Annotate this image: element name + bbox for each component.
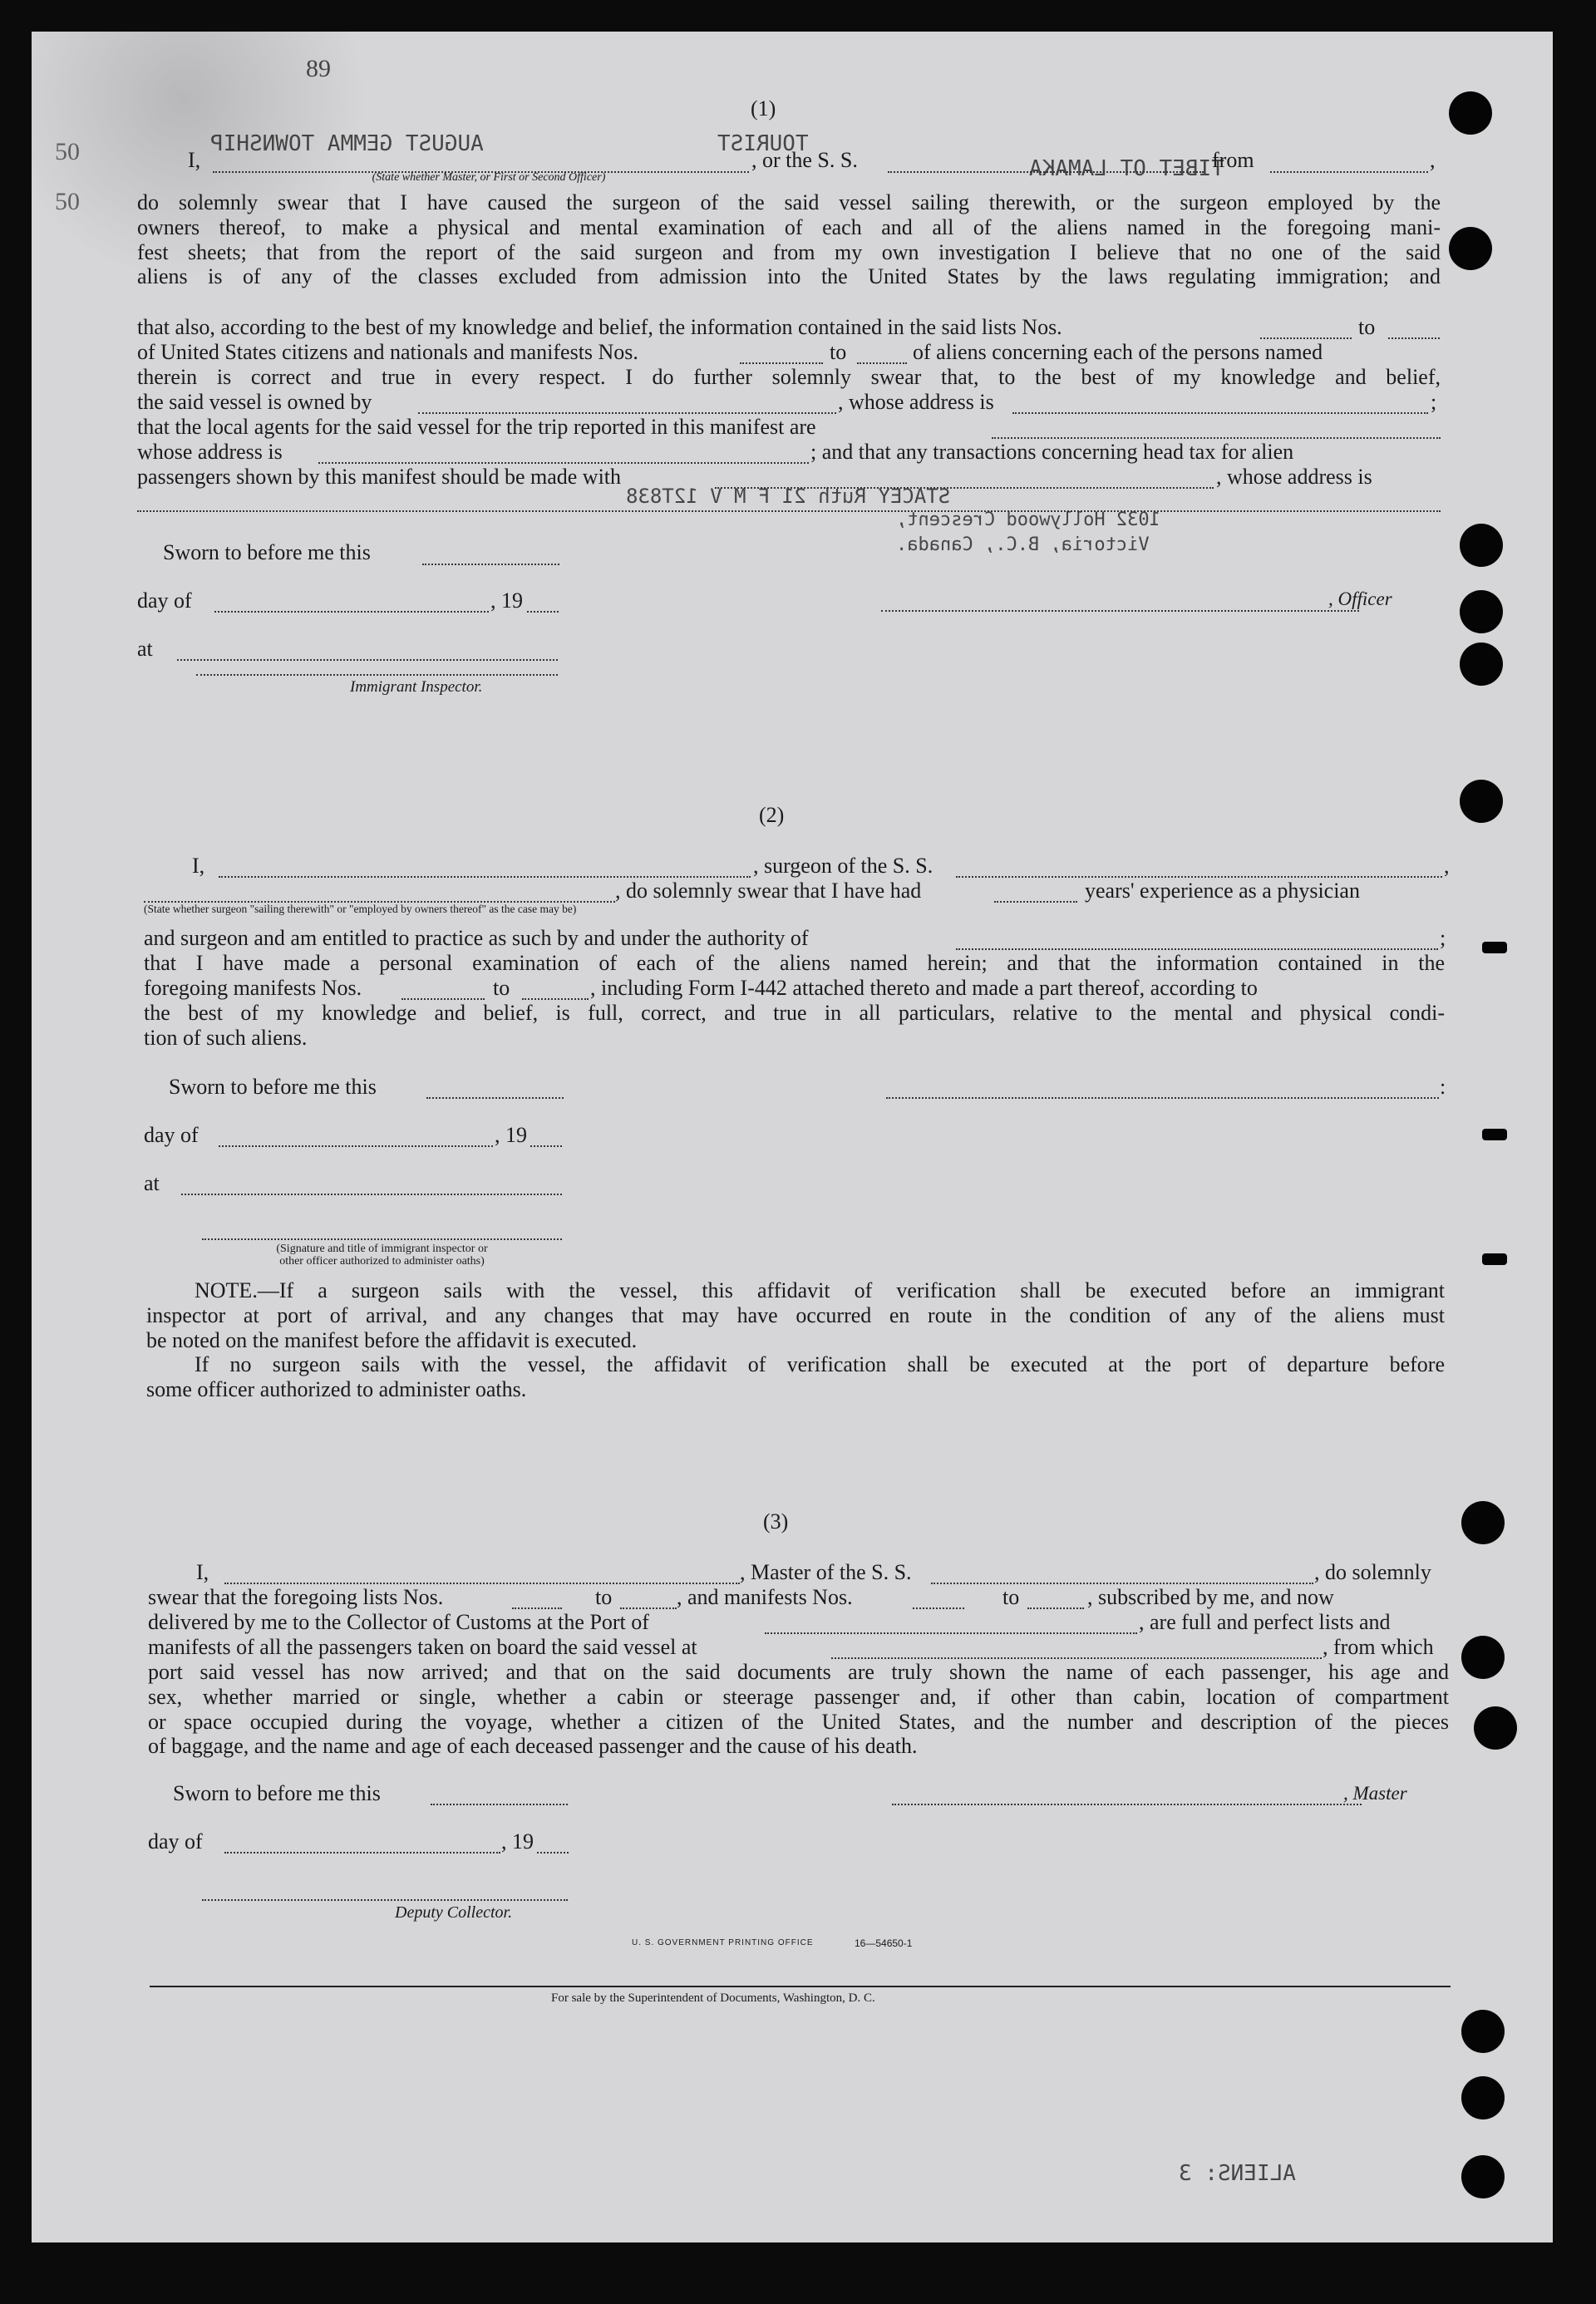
s3-year-label: , 19 [501,1829,534,1854]
s2-signature-note-1: (Signature and title of immigrant inspector or [276,1243,488,1255]
punch-hole [1449,227,1492,270]
immigrant-inspector-label: Immigrant Inspector. [350,678,483,696]
s2-at-label: at [144,1171,160,1195]
note-paragraph [146,1278,1445,1402]
s2-day-line [219,1145,493,1147]
s3-body-line-5: port said vessel has now arrived; and that on the said documents are truly shown the name of each passenger, his age and [148,1660,1449,1684]
s2-ss-label: , surgeon of the S. S. [753,854,933,878]
s1-body-line-1: do solemnly swear that I have caused the surgeon of the said vessel sailing therewith, or the surgeon employed by the [137,190,1441,214]
s3-line2d: to [1002,1585,1020,1609]
note-line-3: be noted on the manifest before the affidavit is executed. [146,1327,638,1352]
note-line-2: inspector at port of arrival, and any changes that may have occurred en route in the condition of any of the aliens must [146,1302,1445,1327]
s1-at-label: at [137,637,153,661]
s1-day-of-label: day of [137,588,192,613]
s2-body-3c: , including Form I-442 attached thereto and made a part thereof, according to [590,976,1258,1000]
s1-body-line-11a: passengers shown by this manifest should be made with [137,465,622,489]
s3-manifests-from-line [913,1607,964,1609]
typed-address-bleed: 1032 Hollywood Crescent, [896,510,1160,530]
s2-body-3b: to [493,976,510,1000]
s2-year-label: , 19 [495,1123,527,1147]
s1-day-line [214,611,489,613]
section-3-number: (3) [763,1509,789,1534]
note-line-5: some officer authorized to administer oaths. [146,1377,527,1402]
s2-inspector-signature-line [202,1238,562,1240]
s1-body-line-6b: to [830,340,847,364]
s3-line2b: to [595,1585,613,1609]
surgeon-name-line [219,876,751,878]
s2-i-label: I, [192,854,205,878]
s2-body-4: the best of my knowledge and belief, is full, correct, and true in all particulars, relative to the mental and physical condi- [144,1001,1445,1025]
s3-i-label: I, [196,1560,209,1584]
s2-day-of-label: day of [144,1123,199,1147]
s1-body-line-5b: to [1358,315,1376,339]
s1-from-label: from [1212,148,1254,172]
boarded-at-line [831,1657,1322,1659]
punch-hole [1449,91,1492,135]
s2-vessel-line [956,876,1442,878]
port-of-line [765,1632,1137,1634]
punch-hole [1460,524,1503,567]
punch-hole [1461,2076,1505,2119]
note-line-4: If no surgeon sails with the vessel, the affidavit of verification shall be executed at the port of departure before [195,1352,1445,1377]
s3-body-line-7: or space occupied during the voyage, whether a citizen of the United States, and the number and description of the pieces [148,1709,1449,1734]
s2-signature-colon: : [1440,1075,1446,1099]
s1-body-line-3: fest sheets; that from the report of the said surgeon and from my own investigation I believe that no one of the said [137,239,1441,264]
s1-i-label: I, [188,148,201,172]
punch-hole [1461,2155,1505,2198]
s1-body-line-10a: whose address is [137,440,283,464]
s3-line2a: swear that the foregoing lists Nos. [148,1585,444,1609]
s3-line2c: , and manifests Nos. [677,1585,853,1609]
master-signature-line [892,1804,1362,1805]
s1-sworn-label: Sworn to before me this [163,540,371,564]
s2-line2a: , do solemnly swear that I have had [615,879,922,903]
s2-line2b: years' experience as a physician [1085,879,1360,903]
typed-city-bleed: Victoria, B.C., Canada. [896,534,1150,555]
deputy-signature-line [202,1899,568,1901]
surgeon-note: (State whether surgeon "sailing therewith" or "employed by owners thereof" as the case may be) [144,903,577,915]
s1-body-line-8b: , whose address is [838,390,994,414]
manifests-to-line [857,362,907,364]
s1-body-line-9: that the local agents for the said vessel for the trip reported in this manifest are [137,415,816,439]
s1-sworn-line [422,564,559,565]
officer-label: , Officer [1328,588,1392,609]
s2-at-line [181,1194,562,1195]
agents-line [992,437,1441,439]
officer-signature-line [881,610,1359,612]
vessel-name-line [888,171,1204,173]
s3-year-line [537,1852,569,1854]
s1-body-line-6a: of United States citizens and nationals and manifests Nos. [137,340,638,364]
s1-body-line-4: aliens is of any of the classes excluded from admission into the United States by the laws regulating immigration; and [137,264,1441,289]
s1-year-label: , 19 [490,588,523,613]
margin-number-lower: 50 [55,188,80,215]
aliens-count-bleed: ALIENS: 3 [1179,2161,1296,2186]
form-number: 16—54650-1 [855,1937,913,1949]
s1-year-line [527,611,559,613]
s3-lists-to-line [620,1607,677,1609]
from-port-line [1270,171,1428,173]
margin-number-top: 50 [55,138,80,165]
s2-body-2: that I have made a personal examination of each of the aliens named herein; and that the information contained in the [144,951,1445,975]
typed-name-bleed: AUGUST GEMMA TOWNSHIP [210,131,484,156]
s2-sworn-label: Sworn to before me this [169,1075,377,1099]
head-tax-line [715,487,1214,489]
edge-notch [1482,1129,1507,1140]
s1-ss-label: , or the S. S. [751,148,858,172]
s3-vessel-line [931,1583,1313,1584]
footer-rule [150,1986,1451,1987]
manifests-from-line [740,362,823,364]
s3-sworn-label: Sworn to before me this [173,1781,381,1805]
s3-day-of-label: day of [148,1829,203,1854]
punch-hole [1460,590,1503,633]
s3-line2e: , subscribed by me, and now [1087,1585,1334,1609]
s3-manifests-to-line [1027,1607,1084,1609]
typed-vessel-bleed: TOURIST [717,131,809,156]
section-2-number: (2) [759,803,785,827]
punch-hole [1461,2010,1505,2053]
s1-body-line-8a: the said vessel is owned by [137,390,372,414]
s1-body-line-6c: of aliens concerning each of the persons named [913,340,1323,364]
punch-hole [1460,780,1503,823]
for-sale-notice: For sale by the Superintendent of Documents, Washington, D. C. [551,1991,875,2005]
gpo-imprint: U. S. GOVERNMENT PRINTING OFFICE [632,1938,814,1947]
head-tax-address-line [137,510,1441,512]
lists-to-line [1388,337,1440,339]
punch-hole [1474,1706,1517,1750]
master-label: , Master [1343,1783,1407,1804]
s3-line3b: , are full and perfect lists and [1139,1610,1391,1634]
s2-manifests-to-line [522,998,589,1000]
s1-body-line-2: owners thereof, to make a physical and mental examination of each and all of the aliens named in the foregoing mani- [137,214,1441,239]
lists-from-line [1260,337,1352,339]
surgeon-signature-line [886,1097,1439,1099]
s3-line4a: manifests of all the passengers taken on board the said vessel at [148,1635,697,1659]
owner-address-line [1012,412,1428,414]
s3-master-name-line [224,1583,740,1584]
s1-body-line-8c: ; [1431,390,1437,414]
s3-line4b: , from which [1323,1635,1434,1659]
punch-hole [1460,642,1503,686]
s3-body-line-6: sex, whether married or single, whether a cabin or steerage passenger and, if other than cabin, location of compartment [148,1684,1449,1709]
s3-day-line [224,1852,500,1854]
s3-line1-end: , do solemnly [1314,1560,1431,1584]
punch-hole [1461,1501,1505,1544]
manifest-page [32,32,1553,2242]
s1-body-a [137,190,1441,289]
s3-body-line-8: of baggage, and the name and age of each deceased passenger and the cause of his death. [148,1734,918,1759]
edge-notch [1482,1253,1507,1265]
owner-line [418,412,836,414]
s3-line3a: delivered by me to the Collector of Customs at the Port of [148,1610,649,1634]
agents-address-line [318,462,809,464]
s2-body-3a: foregoing manifests Nos. [144,976,362,1000]
s3-body [148,1660,1449,1759]
s2-body-1a: and surgeon and am entitled to practice as such by and under the authority of [144,926,809,950]
s1-body-line-5a: that also, according to the best of my knowledge and belief, the information contained in the said lists Nos. [137,315,1062,339]
punch-hole [1461,1636,1505,1679]
s2-sworn-line [426,1097,564,1099]
section-1-number: (1) [751,96,776,121]
s2-body-1b: ; [1440,926,1446,950]
s3-master-label: , Master of the S. S. [740,1560,912,1584]
years-experience-line [994,901,1077,903]
officer-note: (State whether Master, or First or Second Officer) [372,171,606,184]
typed-passenger-bleed: STACEY Ruth 21 F M V 12T838 [626,485,951,508]
s2-line1-comma: , [1444,854,1450,878]
authority-line [956,948,1438,950]
s2-manifests-from-line [401,998,485,1000]
s2-year-line [530,1145,562,1147]
s1-body-line-7: therein is correct and true in every respect. I do further solemnly swear that, to the best of my knowledge and belief, [137,365,1441,389]
typed-from-bleed: TIBET OT LAMAKA [1029,156,1224,181]
s3-sworn-line [431,1804,568,1805]
note-line-1: NOTE.—If a surgeon sails with the vessel, this affidavit of verification shall be executed before an immigrant [195,1278,1445,1302]
s1-body-line-10b: ; and that any transactions concerning head tax for alien [810,440,1294,464]
deputy-collector-label: Deputy Collector. [395,1903,513,1922]
inspector-signature-line [196,674,558,676]
s1-at-line [177,659,558,661]
s2-signature-note-2: other officer authorized to administer oaths) [279,1255,485,1268]
page-number-bleed: 89 [306,55,331,82]
s3-lists-from-line [512,1607,562,1609]
s1-body-line-11b: , whose address is [1216,465,1372,489]
s1-line1-comma: , [1430,148,1436,172]
s2-body-5: tion of such aliens. [144,1026,308,1050]
edge-notch [1482,942,1507,953]
